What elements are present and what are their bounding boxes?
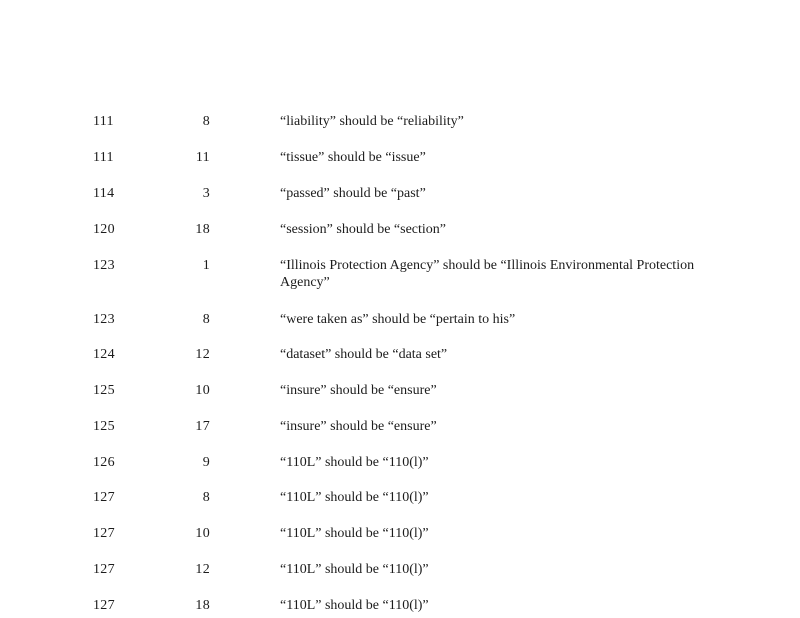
page-number: 111	[93, 114, 114, 129]
line-number: 1	[202, 258, 210, 273]
correction-text: “insure” should be “ensure”	[280, 419, 437, 434]
correction-text: “insure” should be “ensure”	[280, 383, 437, 398]
line-number: 12	[195, 562, 210, 577]
correction-text: “session” should be “section”	[280, 222, 447, 237]
page-number: 114	[93, 186, 115, 201]
line-number: 18	[195, 222, 210, 237]
page-number: 126	[93, 455, 115, 470]
correction-text: “tissue” should be “issue”	[280, 150, 426, 165]
correction-text: “110L” should be “110(l)”	[280, 455, 429, 470]
line-number: 8	[202, 114, 210, 129]
page-number: 123	[93, 312, 115, 327]
line-number: 11	[195, 150, 210, 165]
correction-text: “passed” should be “past”	[280, 186, 426, 201]
correction-text: “110L” should be “110(l)”	[280, 562, 429, 577]
correction-text: “Illinois Protection Agency” should be “Illinois Environmental Protection Agency”	[280, 258, 695, 290]
correction-text: “liability” should be “reliability”	[280, 114, 464, 129]
page-number: 127	[93, 598, 115, 613]
correction-text: “were taken as” should be “pertain to his”	[280, 312, 516, 327]
line-number: 17	[195, 419, 210, 434]
line-number: 8	[202, 490, 210, 505]
line-number: 18	[195, 598, 210, 613]
line-number: 8	[202, 312, 210, 327]
page-number: 125	[93, 419, 115, 434]
line-number: 3	[202, 186, 210, 201]
page-number: 127	[93, 562, 115, 577]
page-number: 125	[93, 383, 115, 398]
correction-text: “110L” should be “110(l)”	[280, 526, 429, 541]
page-number: 111	[93, 150, 114, 165]
line-number: 12	[195, 347, 210, 362]
page-number: 127	[93, 526, 115, 541]
line-number: 10	[195, 383, 210, 398]
correction-text: “110L” should be “110(l)”	[280, 490, 429, 505]
correction-text: “110L” should be “110(l)”	[280, 598, 429, 613]
correction-text: “dataset” should be “data set”	[280, 347, 448, 362]
page-number: 124	[93, 347, 115, 362]
line-number: 9	[202, 455, 210, 470]
page-number: 120	[93, 222, 115, 237]
line-number: 10	[195, 526, 210, 541]
page-number: 127	[93, 490, 115, 505]
page-number: 123	[93, 258, 115, 273]
